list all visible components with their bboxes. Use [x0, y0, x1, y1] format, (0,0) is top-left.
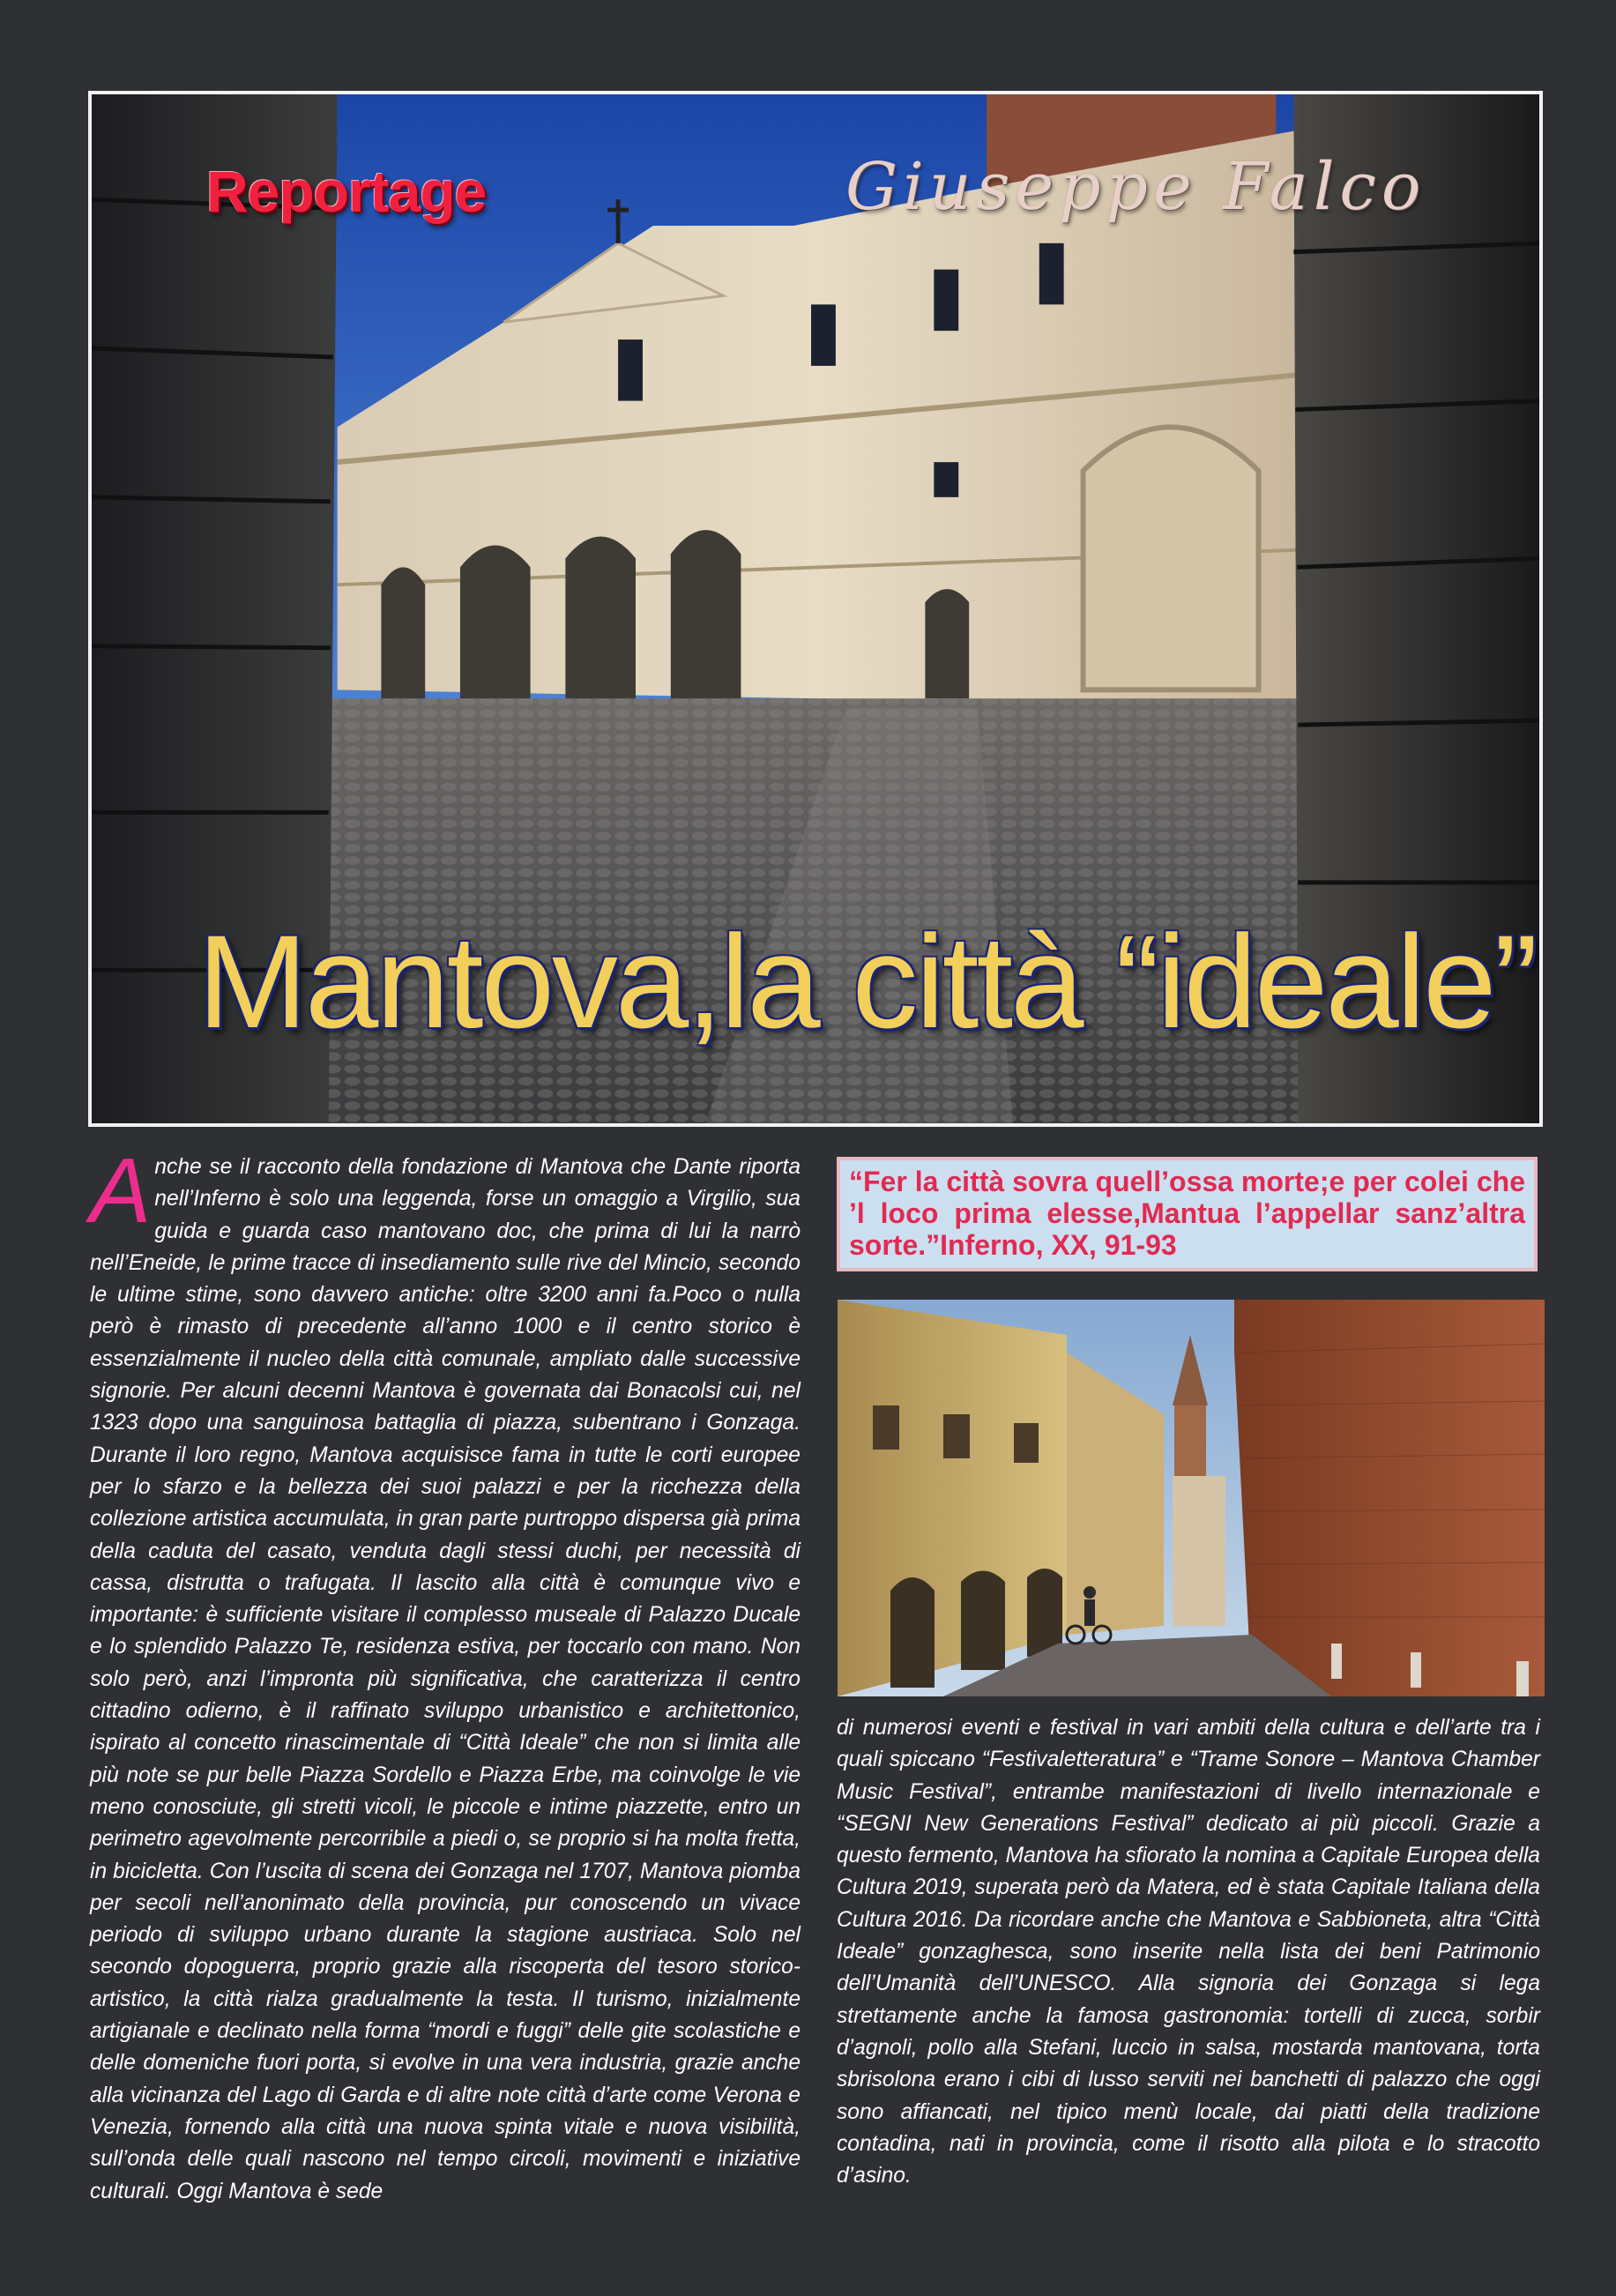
street-photo	[838, 1300, 1545, 1696]
author-name: Giuseppe Falco	[845, 149, 1426, 225]
quote-box	[837, 1157, 1538, 1271]
article-left-column	[90, 1140, 801, 2208]
drop-cap: A	[90, 1140, 152, 1242]
article-right-column	[837, 1712, 1540, 2192]
dante-quote: “Fer la città sovra quell’ossa morte;e per colei che ’l loco prima elesse,Mantua l’appellar sanz’altra sorte.”Inferno, XX, 91-93	[849, 1166, 1525, 1261]
street-scene-photo	[838, 1300, 1545, 1696]
article-text-right: di numerosi eventi e festival in vari ambiti della cultura e dell’arte tra i quali spiccano “Festivaletteratura” e “Trame Sonore – Mantova Chamber Music Festival”, entrambe manifestazioni di livello internazionale e “SEGNI New Generations Festival” dedicato ai più piccoli. Grazie a questo fermento, Mantova ha sfiorato la nomina a Capitale Europea della Cultura 2019, superata però da Matera, ed è stata Capitale Italiana della Cultura 2016. Da ricordare anche che Mantova e Sabbioneta, altra “Città Ideale” gonzaghesca, sono inserite nella lista dei beni Patrimonio dell’Umanità dell’UNESCO. Alla signoria dei Gonzaga si lega strettamente anche la famosa gastronomia: tortelli di zucca, sorbir d’agnoli, pollo alla Stefani, luccio in salsa, mostarda mantovana, torta sbrisolona erano i cibi di lusso serviti nei banchetti di palazzo che oggi sono affiancati, nel tipico menù locale, dai piatti della tradizione contadina, nati in provincia, come il risotto alla pilota e lo stracotto d’asino.	[837, 1716, 1540, 2188]
hero-photo	[88, 91, 1543, 1127]
section-label: Reportage	[206, 159, 487, 224]
page-title: Mantova,la città “ideale”	[197, 907, 1536, 1055]
article-text-left: nche se il racconto della fondazione di Mantova che Dante riporta nell’Inferno è solo una leggenda, forse un omaggio a Virgilio, sua guida e guarda caso mantovano doc, che prima di lui la narrò nell’Eneide, le prime tracce di insediamento sulle rive del Mincio, secondo le ultime stime, sono davvero antiche: oltre 3200 anni fa.Poco o nulla però è rimasto di precedente all’anno 1000 e il centro storico è essenzialmente il nucleo della città comunale, ampliato dalle successive signorie. Per alcuni decenni Mantova è governata dai Bonacolsi cui, nel 1323 dopo una sanguinosa battaglia di piazza, subentrano i Gonzaga. Durante il loro regno, Mantova acquisisce fama in tutte le corti europee per lo sfarzo e la bellezza dei suoi palazzi e per la ricchezza della collezione artistica accumulata, in gran parte purtroppo dispersa già prima della caduta del casato, venduta dagli stessi duchi, per necessità di cassa, distrutta o trafugata. Il lascito alla città è comunque vivo e importante: è sufficiente visitare il complesso museale di Palazzo Ducale e lo splendido Palazzo Te, residenza estiva, per toccarlo con mano. Non solo però, anzi l’impronta più significativa, che caratterizza il centro cittadino odierno, è il raffinato sviluppo urbanistico e architettonico, ispirato al concetto rinascimentale di “Città Ideale” che non si limita alle più note se pur belle Piazza Sordello e Piazza Erbe, ma coinvolge le vie meno conosciute, gli stretti vicoli, le piccole e intime piazzette, entro un perimetro agevolmente percorribile a piedi o, se proprio si ha molta fretta, in bicicletta. Con l’uscita di scena dei Gonzaga nel 1707, Mantova piomba per secoli nell’anonimato della provincia, pur conoscendo un vivace periodo di sviluppo urbano durante la stagione austriaca. Solo nel secondo dopoguerra, proprio grazie alla riscoperta del tesoro storico-artistico, la città rialza gradualmente la testa. Il turismo, inizialmente artigianale e declinato nella forma “mordi e fuggi” delle gite scolastiche e delle domeniche fuori porta, si evolve in una vera industria, grazie anche alla vicinanza del Lago di Garda e di altre note città d’arte come Verona e Venezia, fornendo alla città una nuova spinta vitale e nuova visibilità, sull’onda delle quali nascono nel tempo circoli, movimenti e iniziative culturali. Oggi Mantova è sede	[90, 1155, 801, 2203]
